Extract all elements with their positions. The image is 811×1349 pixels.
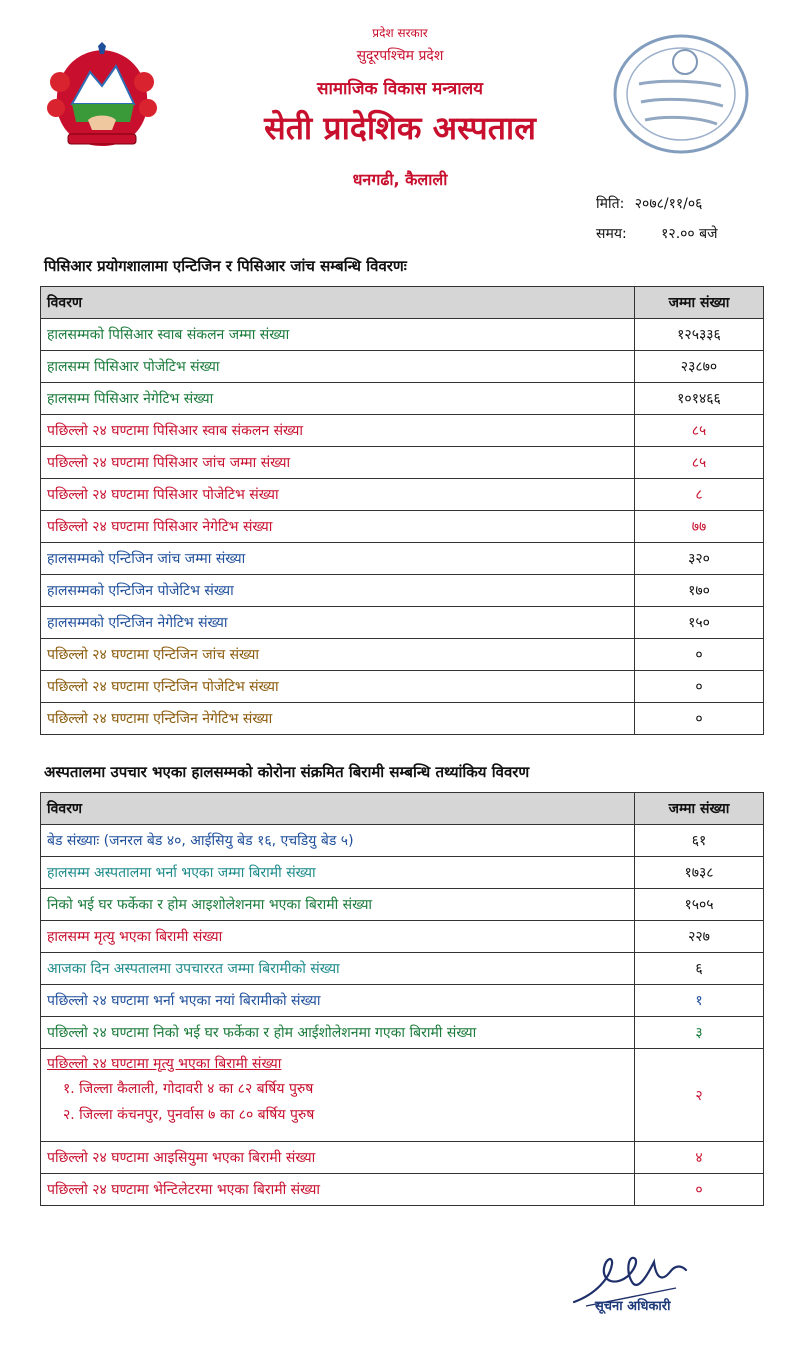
row-value: १७३८	[635, 857, 764, 889]
table-row	[41, 671, 764, 703]
row-label: हालसम्म पिसिआर नेगेटिभ संख्या	[41, 383, 635, 415]
table-row	[41, 1142, 764, 1174]
row-label: हालसम्म पिसिआर पोजेटिभ संख्या	[41, 351, 635, 383]
table-row	[41, 639, 764, 671]
row-label: हालसम्म मृत्यु भएका बिरामी संख्या	[41, 921, 635, 953]
table-row-deaths	[41, 1049, 764, 1142]
row-value: १७०	[635, 575, 764, 607]
row-label: हालसम्मको पिसिआर स्वाब संकलन जम्मा संख्या	[41, 319, 635, 351]
ministry-name: सामाजिक विकास मन्त्रालय	[316, 79, 484, 99]
row-value: ७७	[635, 511, 764, 543]
row-value: ८५	[635, 415, 764, 447]
patient-statistics-table	[40, 792, 764, 1206]
row-value: १	[635, 985, 764, 1017]
table-row	[41, 953, 764, 985]
column-header-description: विवरण	[41, 287, 635, 319]
date-value: २०७८/११/०६	[634, 196, 703, 212]
table-row	[41, 1174, 764, 1206]
row-value: २	[635, 1049, 764, 1142]
table-row	[41, 607, 764, 639]
row-label-deaths	[41, 1049, 635, 1142]
row-label: हालसम्मको एन्टिजिन जांच जम्मा संख्या	[41, 543, 635, 575]
row-label: निको भई घर फर्केका र होम आइशोलेशनमा भएका बिरामी संख्या	[41, 889, 635, 921]
time-row	[596, 224, 718, 243]
table-row	[41, 447, 764, 479]
table-row	[41, 825, 764, 857]
row-value: ३२०	[635, 543, 764, 575]
table-row	[41, 575, 764, 607]
table-row	[41, 415, 764, 447]
row-value: ०	[635, 703, 764, 735]
row-value: ८५	[635, 447, 764, 479]
row-label: हालसम्म अस्पतालमा भर्ना भएका जम्मा बिरामी संख्या	[41, 857, 635, 889]
pcr-antigen-table	[40, 286, 764, 735]
table-row	[41, 319, 764, 351]
row-value: ३	[635, 1017, 764, 1049]
hospital-seal-stamp-icon	[597, 14, 757, 164]
row-value: ८	[635, 479, 764, 511]
row-label: बेड संख्याः (जनरल बेड ४०, आईसियु बेड १६, एचडियु बेड ५)	[41, 825, 635, 857]
row-label: पछिल्लो २४ घण्टामा भर्ना भएका नयां बिरामीको संख्या	[41, 985, 635, 1017]
row-value: ६१	[635, 825, 764, 857]
row-value: ६	[635, 953, 764, 985]
row-label: पछिल्लो २४ घण्टामा निको भई घर फर्केका र होम आईशोलेशनमा गएका बिरामी संख्या	[41, 1017, 635, 1049]
row-label: पछिल्लो २४ घण्टामा एन्टिजिन नेगेटिभ संख्या	[41, 703, 635, 735]
hospital-location: धनगढी, कैलाली	[352, 170, 448, 189]
table-header-row	[41, 793, 764, 825]
row-label: आजका दिन अस्पतालमा उपचाररत जम्मा बिरामीको संख्या	[41, 953, 635, 985]
row-label: पछिल्लो २४ घण्टामा पिसिआर जांच जम्मा संख्या	[41, 447, 635, 479]
row-label: पछिल्लो २४ घण्टामा पिसिआर स्वाब संकलन संख्या	[41, 415, 635, 447]
table-row	[41, 889, 764, 921]
row-value: ०	[635, 1174, 764, 1206]
deaths-heading: पछिल्लो २४ घण्टामा मृत्यु भएका बिरामी संख्या	[47, 1056, 282, 1072]
time-label: समय:	[596, 226, 627, 242]
table-row	[41, 511, 764, 543]
table-row	[41, 351, 764, 383]
table-row	[41, 703, 764, 735]
date-row	[596, 194, 702, 213]
table-row	[41, 479, 764, 511]
death-item-1: १. जिल्ला कैलाली, गोदावरी ४ का ८२ बर्षिय पुरुष	[63, 1081, 314, 1097]
date-label: मिति:	[596, 196, 625, 212]
row-label: पछिल्लो २४ घण्टामा आइसियुमा भएका बिरामी संख्या	[41, 1142, 635, 1174]
table-row	[41, 921, 764, 953]
row-value: १५०	[635, 607, 764, 639]
row-label: पछिल्लो २४ घण्टामा एन्टिजिन पोजेटिभ संख्या	[41, 671, 635, 703]
header-line2: सुदूरपश्चिम प्रदेश	[356, 48, 444, 64]
information-officer-title: सूचना अधिकारी	[595, 1299, 671, 1314]
row-value: ४	[635, 1142, 764, 1174]
header-line1: प्रदेश सरकार	[372, 26, 428, 40]
column-header-total: जम्मा संख्या	[635, 793, 764, 825]
table-row	[41, 543, 764, 575]
row-value: ०	[635, 639, 764, 671]
row-label: पछिल्लो २४ घण्टामा पिसिआर नेगेटिभ संख्या	[41, 511, 635, 543]
hospital-name: सेती प्रादेशिक अस्पताल	[264, 109, 536, 147]
row-value: १२५३३६	[635, 319, 764, 351]
row-label: पछिल्लो २४ घण्टामा एन्टिजिन जांच संख्या	[41, 639, 635, 671]
row-value: ०	[635, 671, 764, 703]
section1-title: पिसिआर प्रयोगशालामा एन्टिजिन र पिसिआर जांच सम्बन्धि विवरणः	[44, 257, 407, 275]
row-value: १५०५	[635, 889, 764, 921]
death-item-2: २. जिल्ला कंचनपुर, पुनर्वास ७ का ८० बर्षिय पुरुष	[63, 1107, 315, 1123]
row-label: पछिल्लो २४ घण्टामा पिसिआर पोजेटिभ संख्या	[41, 479, 635, 511]
section2-title: अस्पतालमा उपचार भएका हालसम्मको कोरोना संक्रमित बिरामी सम्बन्धि तथ्यांकिय विवरण	[44, 763, 530, 781]
row-value: २२७	[635, 921, 764, 953]
column-header-description: विवरण	[41, 793, 635, 825]
table-row	[41, 1017, 764, 1049]
row-label: पछिल्लो २४ घण्टामा भेन्टिलेटरमा भएका बिरामी संख्या	[41, 1174, 635, 1206]
time-value: १२.०० बजे	[661, 226, 718, 242]
row-value: २३८७०	[635, 351, 764, 383]
row-value: १०१४६६	[635, 383, 764, 415]
table-row	[41, 383, 764, 415]
row-label: हालसम्मको एन्टिजिन नेगेटिभ संख्या	[41, 607, 635, 639]
row-label: हालसम्मको एन्टिजिन पोजेटिभ संख्या	[41, 575, 635, 607]
table-row	[41, 857, 764, 889]
column-header-total: जम्मा संख्या	[635, 287, 764, 319]
nepal-emblem-icon	[38, 42, 166, 152]
table-row	[41, 985, 764, 1017]
table-header-row	[41, 287, 764, 319]
